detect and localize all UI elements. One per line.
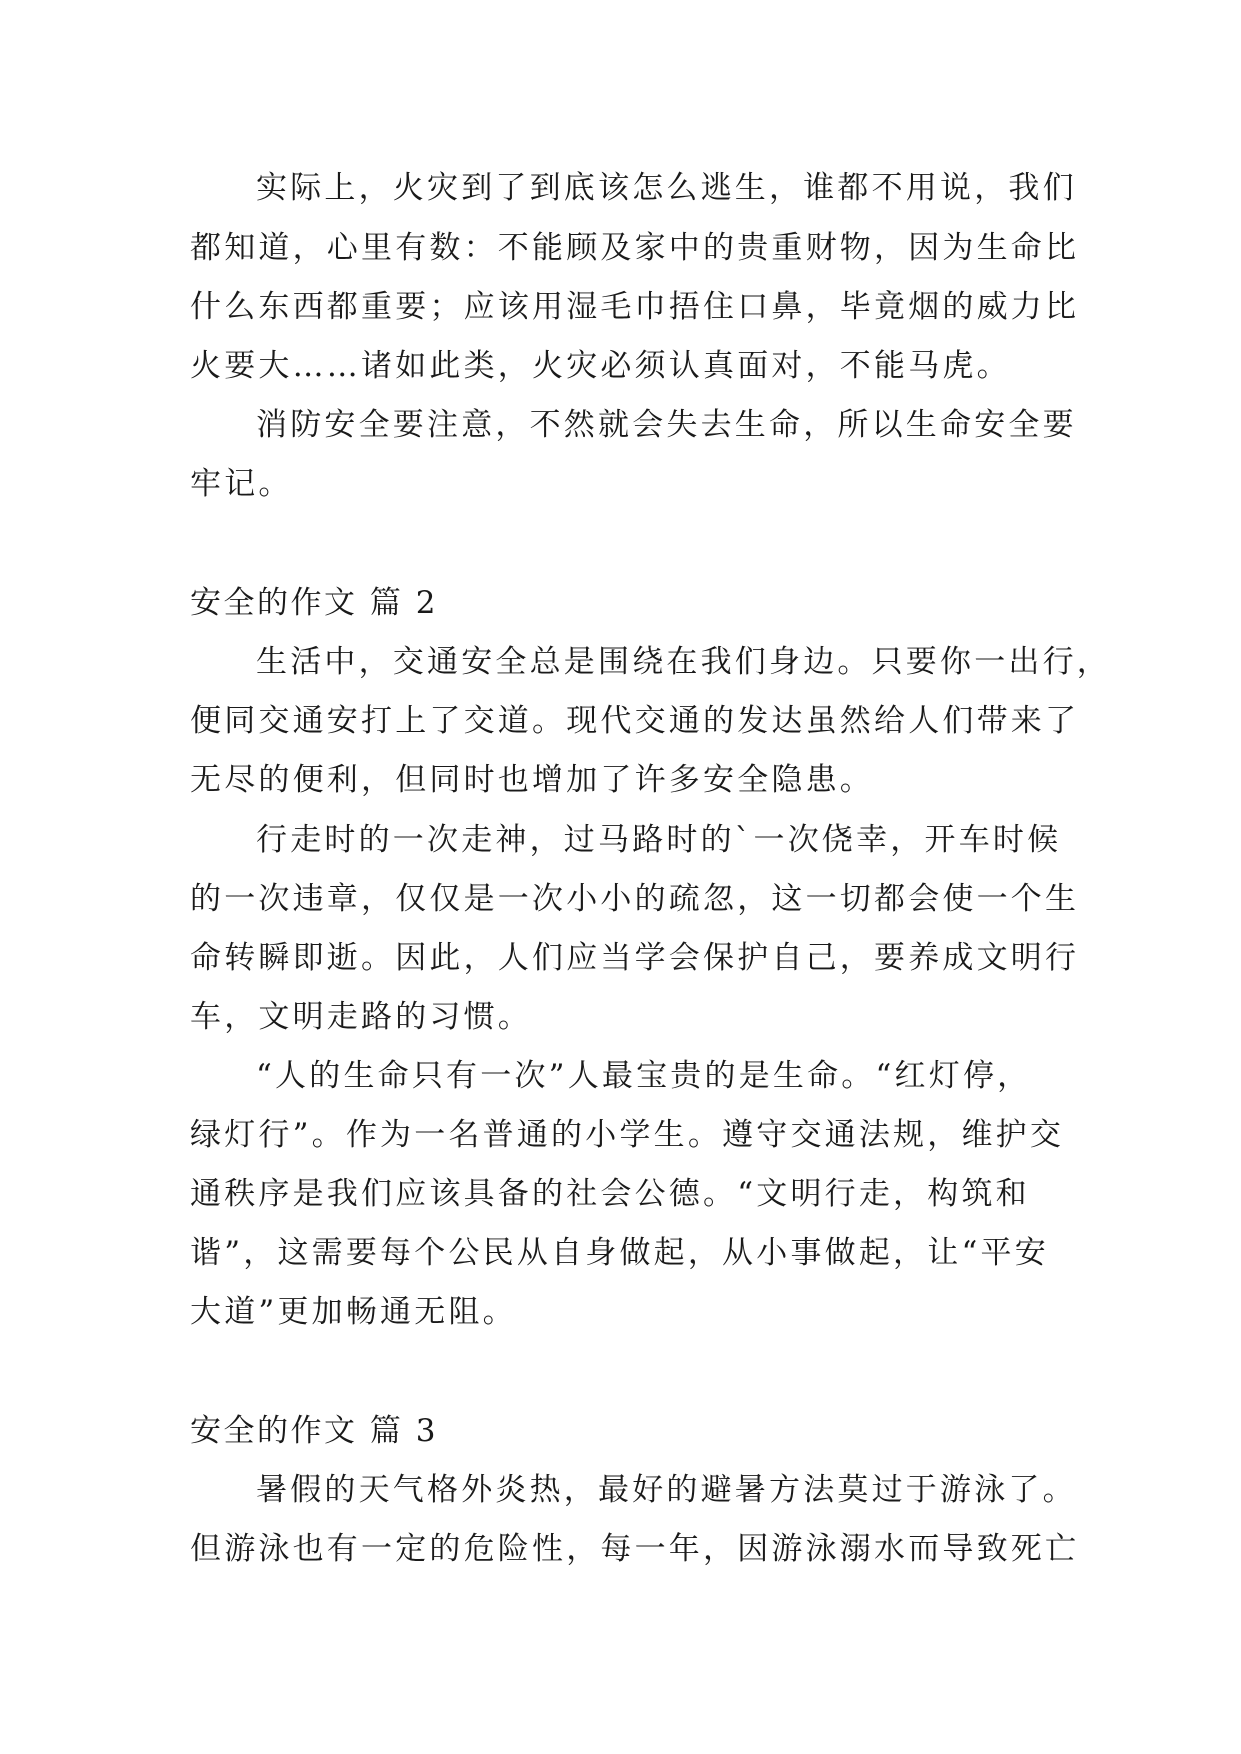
- paragraph-line: 消防安全要注意，不然就会失去生命，所以生命安全要: [256, 407, 1077, 443]
- paragraph-line: 无尽的便利，但同时也增加了许多安全隐患。: [190, 762, 874, 798]
- paragraph-line: 大道”更加畅通无阻。: [190, 1294, 517, 1330]
- section-heading: 安全的作文 篇 3: [190, 1413, 438, 1449]
- paragraph-line: “人的生命只有一次”人最宝贵的是生命。“红灯停，: [256, 1058, 1032, 1094]
- paragraph-line: 牢记。: [190, 466, 293, 502]
- paragraph-line: 谐”，这需要每个公民从自身做起，从小事做起，让“平安: [190, 1235, 1049, 1271]
- paragraph-line: 通秩序是我们应该具备的社会公德。“文明行走，构筑和: [190, 1176, 1030, 1212]
- paragraph-line: 车，文明走路的习惯。: [190, 999, 532, 1035]
- paragraph-line: 但游泳也有一定的危险性，每一年，因游泳溺水而导致死亡: [190, 1531, 1080, 1567]
- paragraph-line: 的一次违章，仅仅是一次小小的疏忽，这一切都会使一个生: [190, 881, 1080, 917]
- paragraph-line: 行走时的一次走神，过马路时的`一次侥幸，开车时候: [256, 822, 1062, 858]
- paragraph-line: 火要大……诸如此类，火灾必须认真面对，不能马虎。: [190, 348, 1011, 384]
- section-heading: 安全的作文 篇 2: [190, 585, 438, 621]
- paragraph-line: 便同交通安打上了交道。现代交通的发达虽然给人们带来了: [190, 703, 1080, 739]
- paragraph-line: 命转瞬即逝。因此，人们应当学会保护自己，要养成文明行: [190, 940, 1080, 976]
- paragraph-line: 暑假的天气格外炎热，最好的避暑方法莫过于游泳了。: [256, 1472, 1077, 1508]
- paragraph-line: 生活中，交通安全总是围绕在我们身边。只要你一出行，: [256, 644, 1111, 680]
- paragraph-line: 实际上，火灾到了到底该怎么逃生，谁都不用说，我们: [256, 170, 1077, 206]
- paragraph-line: 什么东西都重要；应该用湿毛巾捂住口鼻，毕竟烟的威力比: [190, 289, 1080, 325]
- paragraph-line: 都知道，心里有数：不能顾及家中的贵重财物，因为生命比: [190, 230, 1080, 266]
- paragraph-line: 绿灯行”。作为一名普通的小学生。遵守交通法规，维护交: [190, 1117, 1065, 1153]
